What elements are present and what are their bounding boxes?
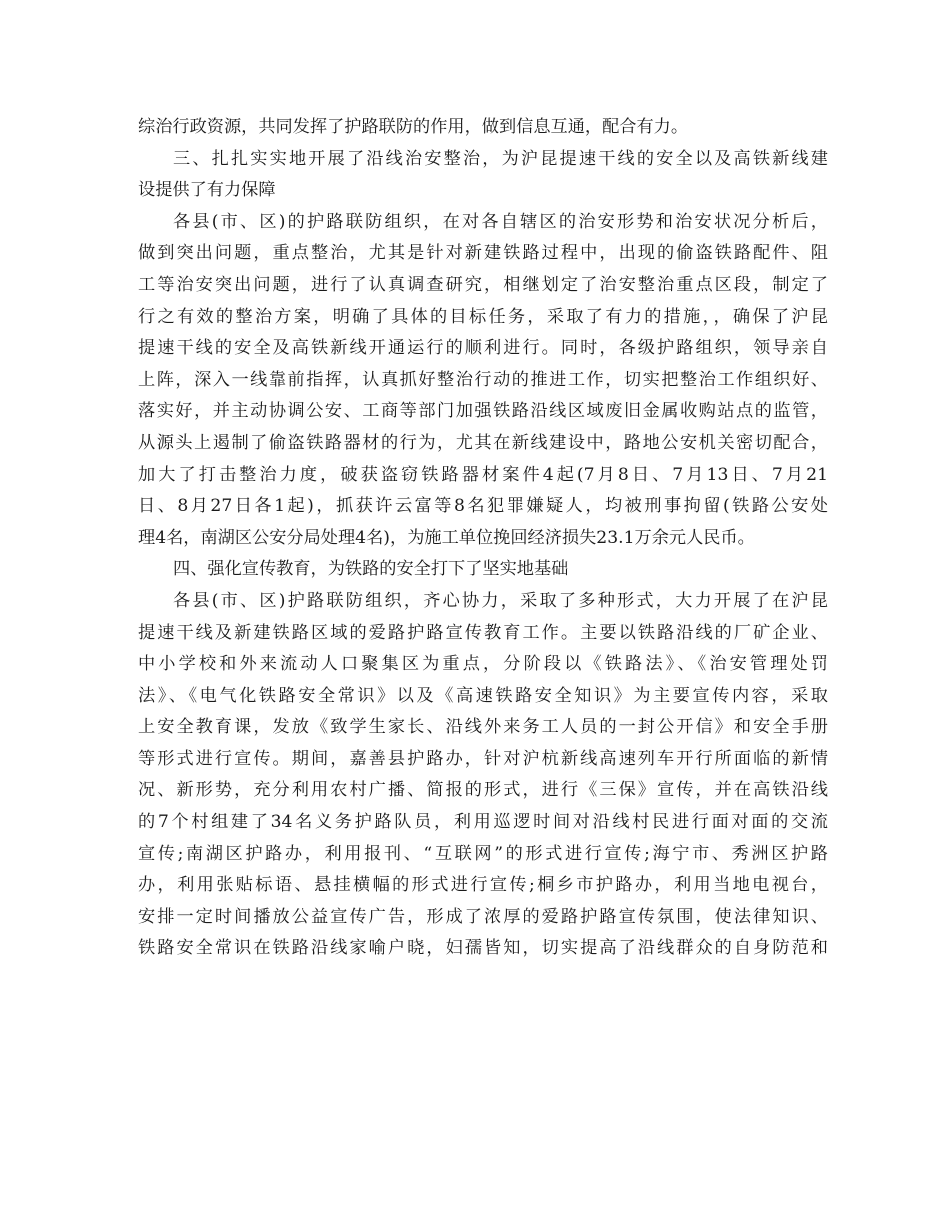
text-line: 加大了打击整治力度，破获盗窃铁路器材案件4起(7月8日、7月13日、7月21 (138, 464, 829, 485)
text-line: 理4名，南湖区公安分局处理4名)，为施工单位挽回经济损失23.1万余元人民币。 (138, 527, 755, 548)
text-line: 做到突出问题，重点整治，尤其是针对新建铁路过程中，出现的偷盗铁路配件、阻 (138, 243, 828, 264)
text-line: 提速干线及新建铁路区域的爱路护路宣传教育工作。主要以铁路沿线的厂矿企业、 (138, 622, 828, 643)
text-line: 的7个村组建了34名义务护路队员，利用巡逻时间对沿线村民进行面对面的交流 (138, 812, 828, 833)
text-line: 行之有效的整治方案，明确了具体的目标任务，采取了有力的措施，，确保了沪昆 (138, 306, 828, 327)
text-line: 综治行政资源，共同发挥了护路联防的作用，做到信息互通，配合有力。 (138, 117, 689, 137)
text-line: 铁路安全常识在铁路沿线家喻户晓，妇孺皆知，切实提高了沿线群众的自身防范和 (138, 938, 828, 959)
text-line: 中小学校和外来流动人口聚集区为重点，分阶段以《铁路法》、《治安管理处罚 (138, 654, 828, 675)
text-line: 工等治安突出问题，进行了认真调查研究，相继划定了治安整治重点区段，制定了 (138, 274, 828, 295)
text-line: 提速干线的安全及高铁新线开通运行的顺利进行。同时，各级护路组织，领导亲自 (138, 338, 828, 359)
text-line: 各县(市、区)护路联防组织，齐心协力，采取了多种形式，大力开展了在沪昆 (173, 590, 828, 611)
section-heading-4: 四、强化宣传教育，为铁路的安全打下了坚实地基础 (173, 559, 569, 580)
text-line: 安排一定时间播放公益宣传广告，形成了浓厚的爱路护路宣传氛围，使法律知识、 (138, 906, 828, 927)
section-heading-3: 三、扎扎实实地开展了沿线治安整治，为沪昆提速干线的安全以及高铁新线建 (173, 148, 828, 169)
text-line: 况、新形势，充分利用农村广播、简报的形式，进行《三保》宣传，并在高铁沿线 (138, 780, 828, 801)
text-line: 上安全教育课，发放《致学生家长、沿线外来务工人员的一封公开信》和安全手册 (138, 717, 828, 738)
text-line: 上阵，深入一线靠前指挥，认真抓好整治行动的推进工作，切实把整治工作组织好、 (138, 369, 828, 390)
section-heading-3-cont: 设提供了有力保障 (138, 180, 276, 201)
text-line: 日、8月27日各1起)，抓获许云富等8名犯罪嫌疑人，均被刑事拘留(铁路公安处 (138, 496, 828, 517)
document-body (138, 112, 828, 965)
text-line: 各县(市、区)的护路联防组织，在对各自辖区的治安形势和治安状况分析后， (173, 211, 828, 232)
text-line: 等形式进行宣传。期间，嘉善县护路办，针对沪杭新线高速列车开行所面临的新情 (138, 748, 828, 769)
text-line: 从源头上遏制了偷盗铁路器材的行为，尤其在新线建设中，路地公安机关密切配合， (138, 432, 828, 453)
text-line: 办，利用张贴标语、悬挂横幅的形式进行宣传;桐乡市护路办，利用当地电视台， (138, 875, 828, 896)
text-line: 宣传;南湖区护路办，利用报刊、“互联网”的形式进行宣传;海宁市、秀洲区护路 (138, 843, 828, 864)
text-line: 法》、《电气化铁路安全常识》以及《高速铁路安全知识》为主要宣传内容，采取 (138, 685, 828, 706)
text-line: 落实好，并主动协调公安、工商等部门加强铁路沿线区域废旧金属收购站点的监管， (138, 401, 828, 422)
